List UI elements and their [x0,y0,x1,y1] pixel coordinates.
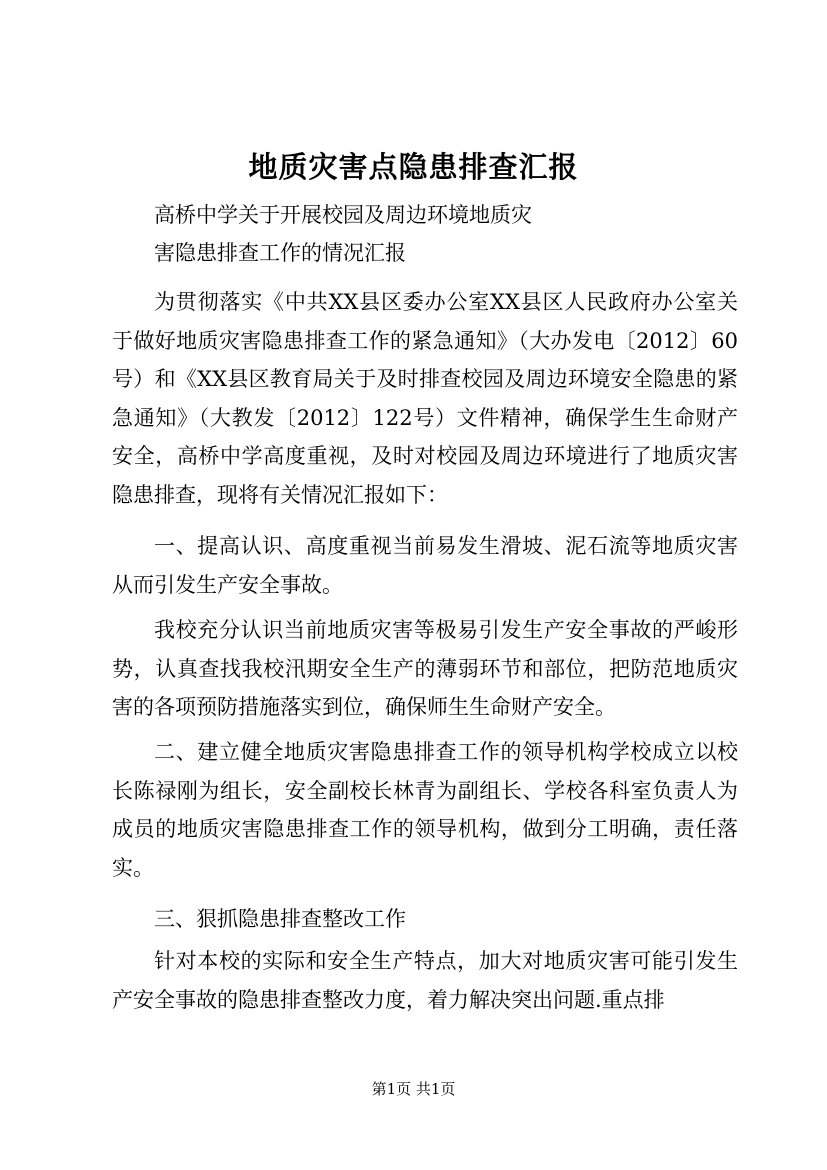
subtitle-line-2: 害隐患排查工作的情况汇报 [154,241,406,265]
paragraph-section-1-heading: 一、提高认识、高度重视当前易发生滑坡、泥石流等地质灾害从而引发生产安全事故。 [112,534,738,597]
paragraph-section-2: 二、建立健全地质灾害隐患排查工作的领导机构学校成立以校长陈禄刚为组长，安全副校长林青为副组长、学校各科室负责人为成员的地质灾害隐患排查工作的领导机构，做到分工明确，责任落实。 [112,740,738,880]
subtitle-line-1: 高桥中学关于开展校园及周边环境地质灾 [154,203,532,227]
paragraph-section-1-body: 我校充分认识当前地质灾害等极易引发生产安全事故的严峻形势，认真查找我校汛期安全生产的薄弱环节和部位，把防范地质灾害的各项预防措施落实到位，确保师生生命财产安全。 [112,618,738,720]
paragraph-section-3-heading: 三、狠抓隐患排查整改工作 [154,907,406,931]
document-title: 地质灾害点隐患排查汇报 [248,150,579,184]
paragraph-section-3-body: 针对本校的实际和安全生产特点，加大对地质灾害可能引发生产安全事故的隐患排查整改力度，着力解决突出问题.重点排 [112,949,738,1012]
paragraph-intro: 为贯彻落实《中共XX县区委办公室XX县区人民政府办公室关于做好地质灾害隐患排查工作的紧急通知》（大办发电〔2012〕60号）和《XX县区教育局关于及时排查校园及周边环境安全隐患的紧急通知》（大教发〔2012〕122号）文件精神，确保学生生命财产安全，高桥中学高度重视，及时对校园及周边环境进行了地质灾害隐患排查，现将有关情况汇报如下： [112,290,738,507]
page-footer: 第1页 共1页 [371,1080,456,1098]
